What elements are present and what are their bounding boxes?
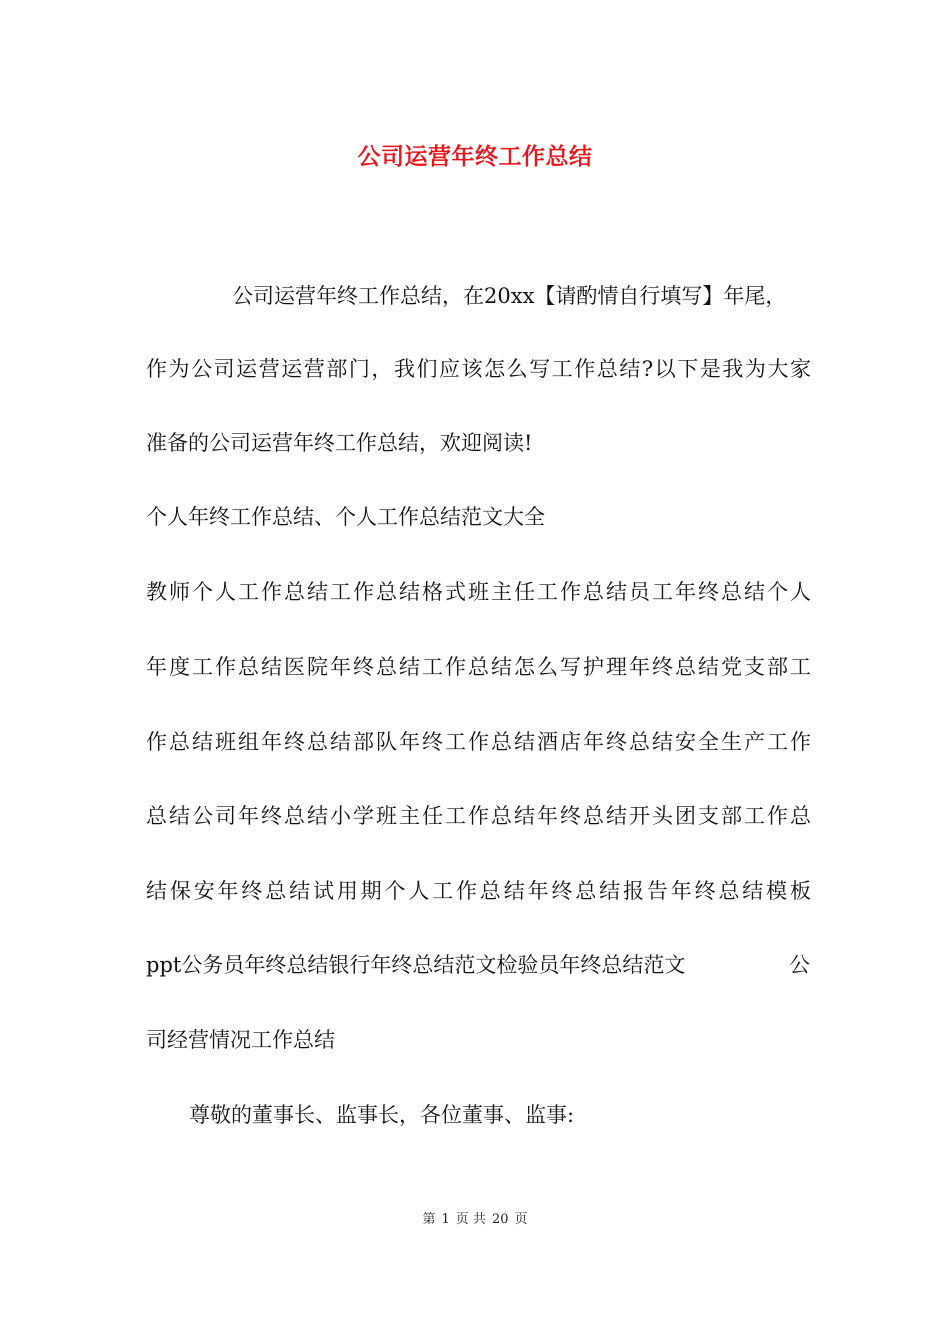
- paragraph-line-2: 作为公司运营运营部门，我们应该怎么写工作总结?以下是我为大家: [146, 357, 811, 381]
- paragraph-line-9: 结保安年终总结试用期个人工作总结年终总结报告年终总结模板: [146, 879, 811, 903]
- page-footer: [0, 1208, 950, 1227]
- paragraph-line-5: 教师个人工作总结工作总结格式班主任工作总结员工年终总结个人: [146, 580, 811, 604]
- paragraph-line-3: 准备的公司运营年终工作总结，欢迎阅读!: [146, 431, 533, 455]
- footer-suffix: 页: [514, 1212, 528, 1227]
- paragraph-line-4: 个人年终工作总结、个人工作总结范文大全: [146, 505, 545, 529]
- document-title: 公司运营年终工作总结: [357, 143, 593, 170]
- footer-current-page: 1: [441, 1212, 450, 1227]
- paragraph-line-10-tail: 公: [789, 953, 810, 977]
- paragraph-line-6: 年度工作总结医院年终总结工作总结怎么写护理年终总结党支部工: [146, 655, 811, 679]
- paragraph-line-1: 公司运营年终工作总结，在20xx【请酌情自行填写】年尾，: [232, 284, 787, 308]
- paragraph-line-7: 作总结班组年终总结部队年终工作总结酒店年终总结安全生产工作: [146, 730, 811, 754]
- footer-total-pages: 20: [491, 1212, 509, 1227]
- paragraph-line-8: 总结公司年终总结小学班主任工作总结年终总结开头团支部工作总: [146, 804, 811, 828]
- footer-prefix: 第: [422, 1212, 436, 1227]
- paragraph-line-11: 司经营情况工作总结: [146, 1028, 335, 1052]
- paragraph-line-10: ppt公务员年终总结银行年终总结范文检验员年终总结范文: [146, 953, 686, 977]
- salutation-line: 尊敬的董事长、监事长，各位董事、监事:: [189, 1103, 575, 1127]
- footer-middle: 页 共: [455, 1212, 486, 1227]
